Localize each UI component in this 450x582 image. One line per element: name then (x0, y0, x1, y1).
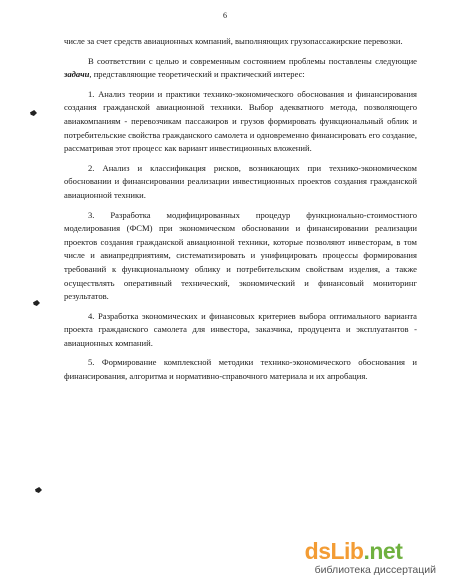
task-item-1: 1. Анализ теории и практики технико-экономического обоснования и финансирования создания гражданской авиационной техники. Выбор адекватного метода, позволяющего авиакомпаниям - перевозчикам пассажиров и грузов формировать функциональный облик и потребительские свойства гражданского самолета и одновременно финансировать его создание, рассматривая этот процесс как вариант инвестиционных вложений. (64, 88, 417, 154)
margin-mark-icon (35, 487, 42, 493)
task-item-3: 3. Разработка модифицированных процедур функционально-стоимостного моделирования (ФСМ) при экономическом обосновании и финансировании реализации проектов создания гражданской авиационной техники, которые позволяют инвесторам, в том числе и авиапредприятиям, систематизировать и унифицировать процессы формирования требований к функциональному облику и потребительским свойствам изделия, а также осуществлять оперативный технический, экономический и финансовый мониторинг результатов. (64, 209, 417, 302)
logo-part-net: .net (363, 538, 403, 564)
task-item-5: 5. Формирование комплексной методики технико-экономического обоснования и финансирования, алгоритма и нормативно-справочного материала и их апробация. (64, 357, 417, 382)
task-item-2: 2. Анализ и классификация рисков, возникающих при технико-экономическом обосновании и финансировании реализации инвестиционных проектов создания гражданской авиационной техники. (64, 162, 417, 200)
task-item-4: 4. Разработка экономических и финансовых критериев выбора оптимального варианта проекта гражданского самолета для инвестора, заказчика, продуцента и эксплуатантов - авиационных компаний. (64, 310, 417, 348)
tasks-intro-end: , представляющие теоретический и практический интерес: (89, 69, 305, 80)
tasks-intro-start: В соответствии с целью и современным состоянием проблемы поставлены следующие (88, 55, 417, 66)
page-number: 6 (223, 11, 227, 20)
tasks-emphasis: задачи (64, 69, 90, 80)
paragraph-continuation: числе за счет средств авиационных компаний, выполняющих грузопассажирские перевозки. (64, 36, 403, 46)
margin-mark-icon (33, 300, 40, 306)
body-text (64, 35, 417, 390)
logo-part-dslib: dsLib (304, 538, 364, 564)
margin-mark-icon (30, 110, 37, 116)
watermark-subtitle: библиотека диссертаций (314, 564, 436, 576)
dslib-logo (305, 539, 436, 563)
paragraph-tasks-intro (64, 55, 417, 82)
dslib-watermark (305, 539, 436, 576)
